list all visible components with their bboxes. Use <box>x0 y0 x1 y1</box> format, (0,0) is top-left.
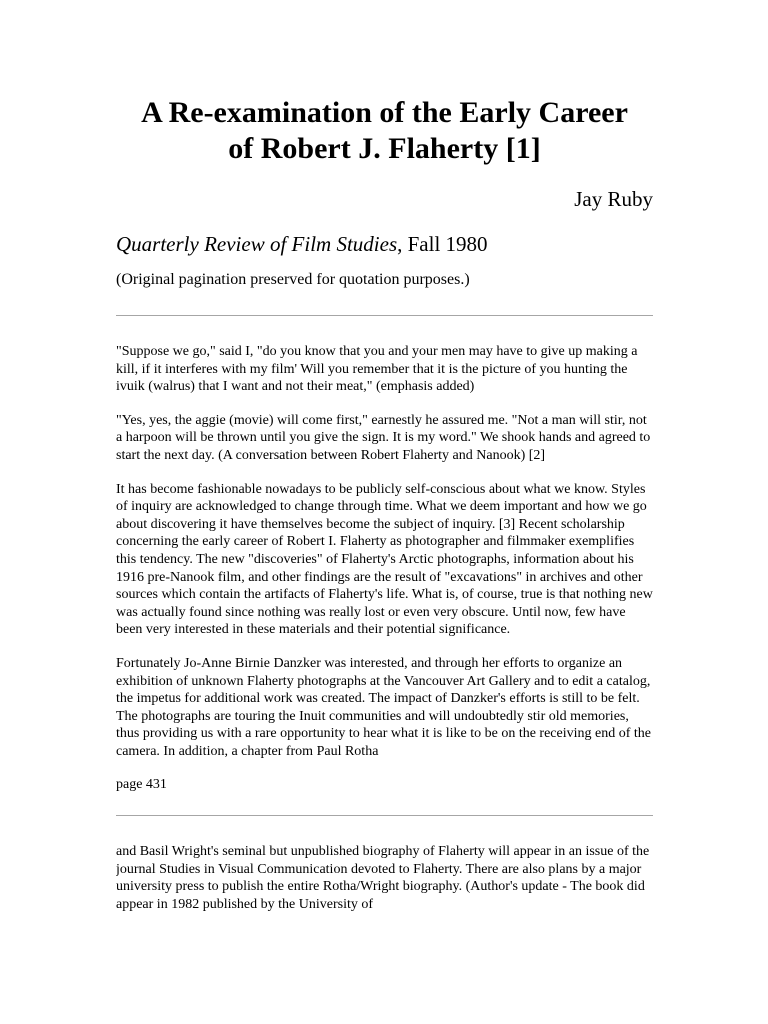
paragraph: and Basil Wright's seminal but unpublished biography of Flaherty will appear in an issue of the journal Studies in Visual Communication devoted to Flaherty. There are also plans by a major university press to publish the entire Rotha/Wright biography. (Author's update - The book did appear in 1982 published by the University of <box>116 844 650 912</box>
page-break-divider <box>116 815 653 816</box>
paragraph: "Suppose we go," said I, "do you know that you and your men may have to give up making a kill, if it interferes with my film' Will you remember that it is the picture of you hunting the ivuik (walrus) that I want and not their meat," (emphasis added) <box>116 344 638 395</box>
paragraph: It has become fashionable nowadays to be publicly self-conscious about what we know. Styles of inquiry are acknowledged to change through time. What we deem important and how we go about discovering it have themselves become the subject of inquiry. [3] Recent scholarship concerning the early career of Robert I. Flaherty as photographer and filmmaker exemplifies this tendency. The new "discoveries" of Flaherty's Arctic photographs, information about his 1916 pre-Nanook film, and other findings are the result of "excavations" in archives and other sources which contain the artifacts of Flaherty's life. What is, of course, true is that nothing new was actually found since nothing was really lost or even very obscure. Until now, few have been very interested in these materials and their potential significance. <box>116 481 653 638</box>
page-number-marker: page 431 <box>116 777 167 793</box>
journal-issue: , Fall 1980 <box>397 232 488 256</box>
publication-source <box>116 232 653 256</box>
article-title <box>116 95 653 167</box>
author-name: Jay Ruby <box>574 187 653 211</box>
journal-name: Quarterly Review of Film Studies <box>116 232 398 256</box>
article-title-line-1: A Re-examination of the Early Career <box>141 96 628 129</box>
pagination-note: (Original pagination preserved for quotation purposes.) <box>116 271 470 288</box>
paragraph: "Yes, yes, the aggie (movie) will come first," earnestly he assured me. "Not a man will stir, not a harpoon will be thrown until you give the sign. It is my word." We shook hands and agreed to start the next day. (A conversation between Robert Flaherty and Nanook) [2] <box>116 412 651 463</box>
paragraph: Fortunately Jo-Anne Birnie Danzker was interested, and through her efforts to organize an exhibition of unknown Flaherty photographs at the Vancouver Art Gallery and to edit a catalog, the impetus for additional work was created. The impact of Danzker's efforts is still to be felt. The photographs are touring the Inuit communities and will undoubtedly stir old memories, thus providing us with a rare opportunity to hear what it is like to be on the receiving end of the camera. In addition, a chapter from Paul Rotha <box>116 655 651 759</box>
document-page <box>116 0 653 1024</box>
section-divider <box>116 315 653 316</box>
article-title-line-2: of Robert J. Flaherty [1] <box>228 132 541 165</box>
